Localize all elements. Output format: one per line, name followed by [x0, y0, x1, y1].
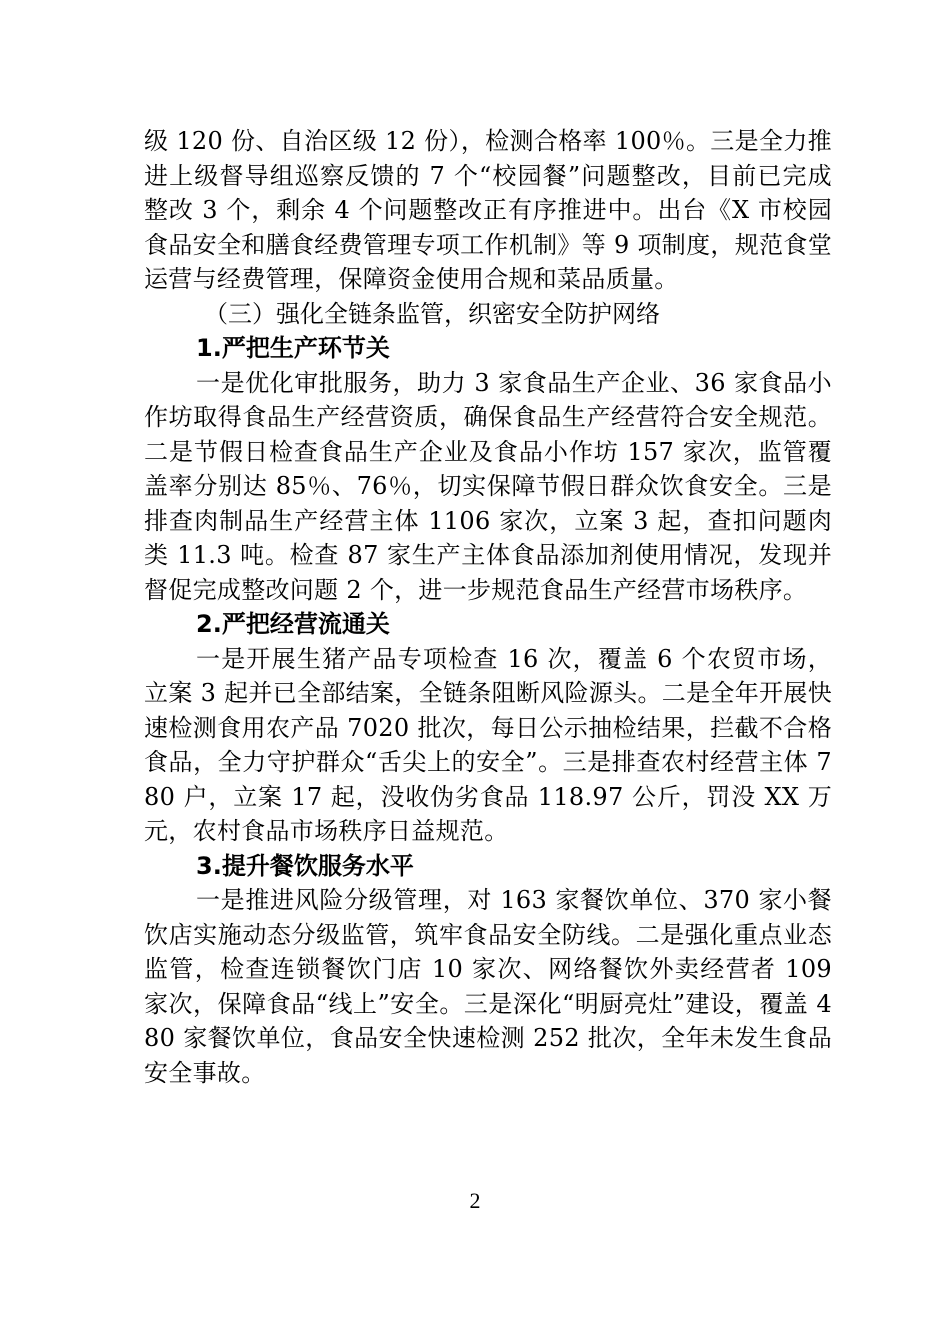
document-body	[144, 124, 832, 1090]
page-number: 2	[469, 1188, 481, 1213]
sub-heading-catering: 3.提升餐饮服务水平	[196, 851, 414, 880]
paragraph-school-food-safety: 级 120 份、自治区级 12 份），检测合格率 100％。三是全力推进上级督导组巡察反馈的 7 个“校园餐”问题整改，目前已完成整改 3 个，剩余 4 个问题整改正有序推进中。出台《X 市校园食品安全和膳食经费管理专项工作机制》等 9 项制度，规范食堂运营与经费管理，保障资金使用合规和菜品质量。	[144, 127, 832, 293]
paragraph-production: 一是优化审批服务，助力 3 家食品生产企业、36 家食品小作坊取得食品生产经营资质，确保食品生产经营符合安全规范。二是节假日检查食品生产企业及食品小作坊 157 家次，监管覆盖率分别达 85％、76％，切实保障节假日群众饮食安全。三是排查肉制品生产经营主体 1106 家次，立案 3 起，查扣问题肉类 11.3 吨。检查 87 家生产主体食品添加剂使用情况，发现并督促完成整改问题 2 个，进一步规范食品生产经营市场秩序。	[144, 368, 832, 604]
sub-heading-production: 1.严把生产环节关	[196, 334, 390, 362]
section-heading: （三）强化全链条监管，织密安全防护网络	[204, 299, 660, 328]
sub-heading-circulation: 2.严把经营流通关	[196, 610, 390, 638]
paragraph-catering: 一是推进风险分级管理，对 163 家餐饮单位、370 家小餐饮店实施动态分级监管，筑牢食品安全防线。二是强化重点业态监管，检查连锁餐饮门店 10 家次、网络餐饮外卖经营者 109 家次，保障食品“线上”安全。三是深化“明厨亮灶”建设，覆盖 480 家餐饮单位，食品安全快速检测 252 批次，全年未发生食品安全事故。	[144, 886, 832, 1087]
paragraph-circulation: 一是开展生猪产品专项检查 16 次，覆盖 6 个农贸市场，立案 3 起并已全部结案，全链条阻断风险源头。二是全年开展快速检测食用农产品 7020 批次，每日公示抽检结果，拦截不合格食品，全力守护群众“舌尖上的安全”。三是排查农村经营主体 780 户，立案 17 起，没收伪劣食品 118.97 公斤，罚没 XX 万元，农村食品市场秩序日益规范。	[144, 644, 832, 845]
